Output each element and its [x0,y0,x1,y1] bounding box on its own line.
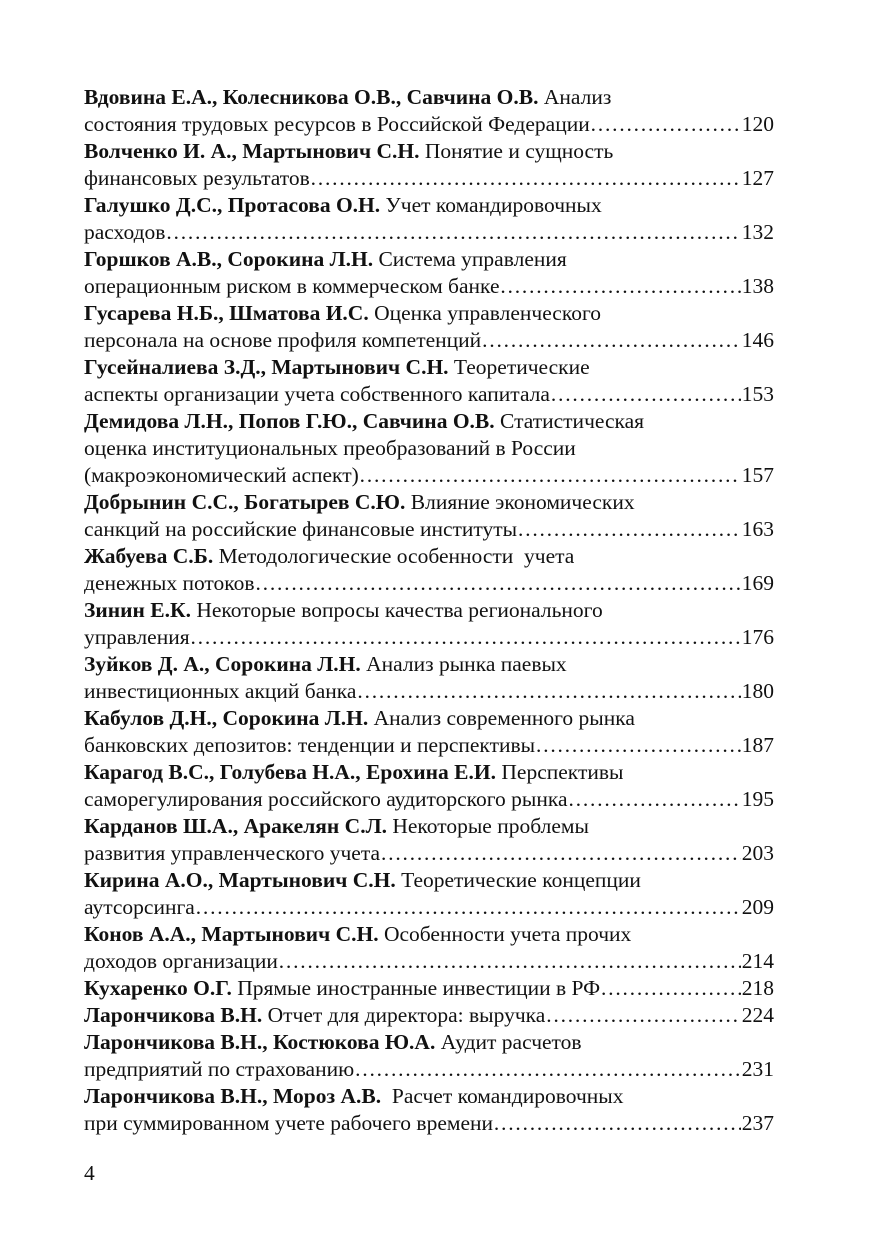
toc-entry-page: 237 [741,1111,774,1135]
toc-entry [84,921,774,975]
toc-entry-page: 157 [741,463,774,487]
toc-entry-title: инвестиционных акций банка [84,679,357,703]
toc-entry-page: 209 [741,895,774,919]
toc-entry-authors: Кухаренко О.Г. [84,976,232,1000]
toc-entry-page: 153 [741,382,774,406]
toc-entry-line [84,570,774,597]
toc-entry-title: персонала на основе профиля компетенций [84,328,482,352]
toc-entry-title: Расчет командировочных [381,1084,624,1108]
toc-entry-line [84,219,774,246]
toc-entry-title: саморегулирования российского аудиторского рынка [84,787,568,811]
dot-leader [568,786,741,813]
toc-entry-line [84,408,774,435]
toc-entry-title: Отчет для директора: выручка [262,1003,546,1027]
toc-entry-title: Анализ [538,85,612,109]
toc-entry-line [84,192,774,219]
toc-entry-authors: Зуйков Д. А., Сорокина Л.Н. [84,652,361,676]
toc-entry-title: операционным риском в коммерческом банке [84,274,500,298]
toc-entry-title: Анализ рынка паевых [360,652,567,676]
dot-leader [590,111,741,138]
toc-entry [84,1002,774,1029]
dot-leader [195,894,741,921]
toc-entry [84,354,774,408]
toc-entry-authors: Вдовина Е.А., Колесникова О.В., Савчина О.В. [84,85,539,109]
toc-entry-text [84,1002,545,1029]
toc-entry-page: 187 [741,733,774,757]
toc-entry [84,489,774,543]
toc-entry-title: банковских депозитов: тенденции и перспективы [84,733,536,757]
toc-entry-line [84,948,774,975]
toc-entry-title: финансовых результатов [84,166,310,190]
dot-leader [359,462,741,489]
toc-entry-title: Перспективы [496,760,624,784]
toc-entry-line [84,516,774,543]
toc-entry-line [84,840,774,867]
toc-entry-page: 127 [741,166,774,190]
page-number: 4 [84,1161,95,1185]
toc-entry-title: Аудит расчетов [435,1030,582,1054]
toc-entry-authors: Карданов Ш.А., Аракелян С.Л. [84,814,387,838]
toc-entry-title: Анализ современного рынка [368,706,635,730]
toc-entry-title: денежных потоков [84,571,255,595]
toc-entry-line [84,732,774,759]
toc-entry-page: 138 [741,274,774,298]
toc-entry-title: Некоторые проблемы [386,814,589,838]
toc-entry [84,597,774,651]
toc-entry-line [84,354,774,381]
toc-entry [84,651,774,705]
toc-entry-line: оценка институциональных преобразований в России [84,436,576,460]
toc-entry-authors: Гусарева Н.Б., Шматова И.С. [84,301,369,325]
toc-entry-title: Прямые иностранные инвестиции в РФ [231,976,601,1000]
toc-entry [84,705,774,759]
toc-entry [84,300,774,354]
dot-leader [517,516,741,543]
toc-entry-line [84,624,774,651]
toc-entry-line [84,894,774,921]
toc-entry-page: 132 [741,220,774,244]
toc-entry-line [84,975,774,1002]
dot-leader [165,219,740,246]
toc-entry-page: 169 [741,571,774,595]
toc-entry-authors: Гусейналиева З.Д., Мартынович С.Н. [84,355,449,379]
toc-entry-line [84,1029,774,1056]
dot-leader [380,840,741,867]
toc-entry-line [84,705,774,732]
toc-entry-title: Понятие и сущность [419,139,614,163]
toc-entry-title: Некоторые вопросы качества регионального [190,598,603,622]
toc-entry-title: аутсорсинга [84,895,195,919]
toc-entry-page: 180 [741,679,774,703]
toc-entry-line [84,111,774,138]
toc-entry [84,759,774,813]
toc-entry-page: 163 [741,517,774,541]
toc-entry [84,867,774,921]
toc-entry-page: 231 [741,1057,774,1081]
toc-entry-line [84,246,774,273]
toc-entry-line [84,381,774,408]
toc-entry-title: Оценка управленческого [368,301,601,325]
toc-entry-authors: Галушко Д.С., Протасова О.Н. [84,193,381,217]
toc-entry-text [84,975,600,1002]
toc-entry-line [84,1002,774,1029]
toc-entry-title: Методологические особенности учета [213,544,575,568]
toc-entry [84,138,774,192]
toc-entry-title: развития управленческого учета [84,841,381,865]
toc-entry-page: 214 [741,949,774,973]
dot-leader [500,273,741,300]
table-of-contents [84,84,774,1137]
toc-entry-line [84,327,774,354]
dot-leader [278,948,741,975]
toc-entry-authors: Кирина А.О., Мартынович С.Н. [84,868,396,892]
toc-entry-line [84,921,774,948]
toc-entry-line [84,138,774,165]
toc-entry-line [84,867,774,894]
toc-entry [84,1083,774,1137]
toc-entry-line [84,1083,774,1110]
toc-entry-title: аспекты организации учета собственного капитала [84,382,550,406]
toc-entry-authors: Горшков А.В., Сорокина Л.Н. [84,247,374,271]
dot-leader [535,732,741,759]
toc-entry-title: предприятий по страхованию [84,1057,355,1081]
toc-entry-line [84,759,774,786]
toc-entry-title: Система управления [373,247,567,271]
toc-entry-authors: Ларончикова В.Н. [84,1003,263,1027]
toc-entry-authors: Волченко И. А., Мартынович С.Н. [84,139,420,163]
toc-entry-page: 224 [741,1003,774,1027]
toc-entry-line [84,462,774,489]
toc-entry-page: 176 [741,625,774,649]
toc-entry-authors: Ларончикова В.Н., Костюкова Ю.А. [84,1030,436,1054]
toc-entry-line [84,543,774,570]
toc-entry-line [84,678,774,705]
toc-entry-page: 218 [741,976,774,1000]
toc-entry-line [84,273,774,300]
toc-entry-title: доходов организации [84,949,278,973]
toc-entry-line [84,813,774,840]
toc-entry-title: (макроэкономический аспект) [84,463,359,487]
toc-entry-line [84,165,774,192]
toc-entry-page: 146 [741,328,774,352]
dot-leader [255,570,741,597]
toc-entry-title: Влияние экономических [405,490,635,514]
toc-entry-line [84,489,774,516]
toc-entry-line [84,597,774,624]
toc-entry-title: расходов [84,220,166,244]
toc-entry-title: управления [84,625,190,649]
toc-entry-page: 203 [741,841,774,865]
toc-entry-page: 120 [741,112,774,136]
dot-leader [354,1056,741,1083]
toc-entry-line [84,300,774,327]
dot-leader [356,678,740,705]
toc-entry [84,192,774,246]
dot-leader [190,624,741,651]
toc-entry-title: Особенности учета прочих [378,922,632,946]
toc-entry-authors: Кабулов Д.Н., Сорокина Л.Н. [84,706,369,730]
toc-entry-line [84,84,774,111]
toc-entry-title: состояния трудовых ресурсов в Российской Федерации [84,112,590,136]
toc-entry-page: 195 [741,787,774,811]
dot-leader [481,327,741,354]
toc-entry-line [84,1056,774,1083]
toc-entry [84,84,774,138]
toc-entry-authors: Добрынин С.С., Богатырев С.Ю. [84,490,406,514]
toc-entry-title: Статистическая [494,409,645,433]
dot-leader [550,381,741,408]
toc-entry-line [84,786,774,813]
toc-entry-authors: Ларончикова В.Н., Мороз А.В. [84,1084,382,1108]
toc-entry-title: Теоретические концепции [395,868,641,892]
toc-entry [84,1029,774,1083]
toc-entry-authors: Зинин Е.К. [84,598,191,622]
toc-entry [84,813,774,867]
toc-entry-authors: Жабуева С.Б. [84,544,214,568]
dot-leader [493,1110,741,1137]
toc-entry [84,246,774,300]
toc-entry [84,975,774,1002]
toc-entry-line [84,1110,774,1137]
toc-entry-title: Учет командировочных [380,193,602,217]
dot-leader [600,975,741,1002]
dot-leader [310,165,741,192]
toc-entry-authors: Демидова Л.Н., Попов Г.Ю., Савчина О.В. [84,409,495,433]
toc-entry-authors: Карагод В.С., Голубева Н.А., Ерохина Е.И. [84,760,496,784]
toc-entry-title: при суммированном учете рабочего времени [84,1111,494,1135]
dot-leader [545,1002,740,1029]
toc-entry-title: санкций на российские финансовые институты [84,517,518,541]
toc-entry-authors: Конов А.А., Мартынович С.Н. [84,922,379,946]
toc-entry [84,543,774,597]
toc-entry-title: Теоретические [448,355,590,379]
toc-entry-line [84,651,774,678]
toc-entry [84,408,774,489]
